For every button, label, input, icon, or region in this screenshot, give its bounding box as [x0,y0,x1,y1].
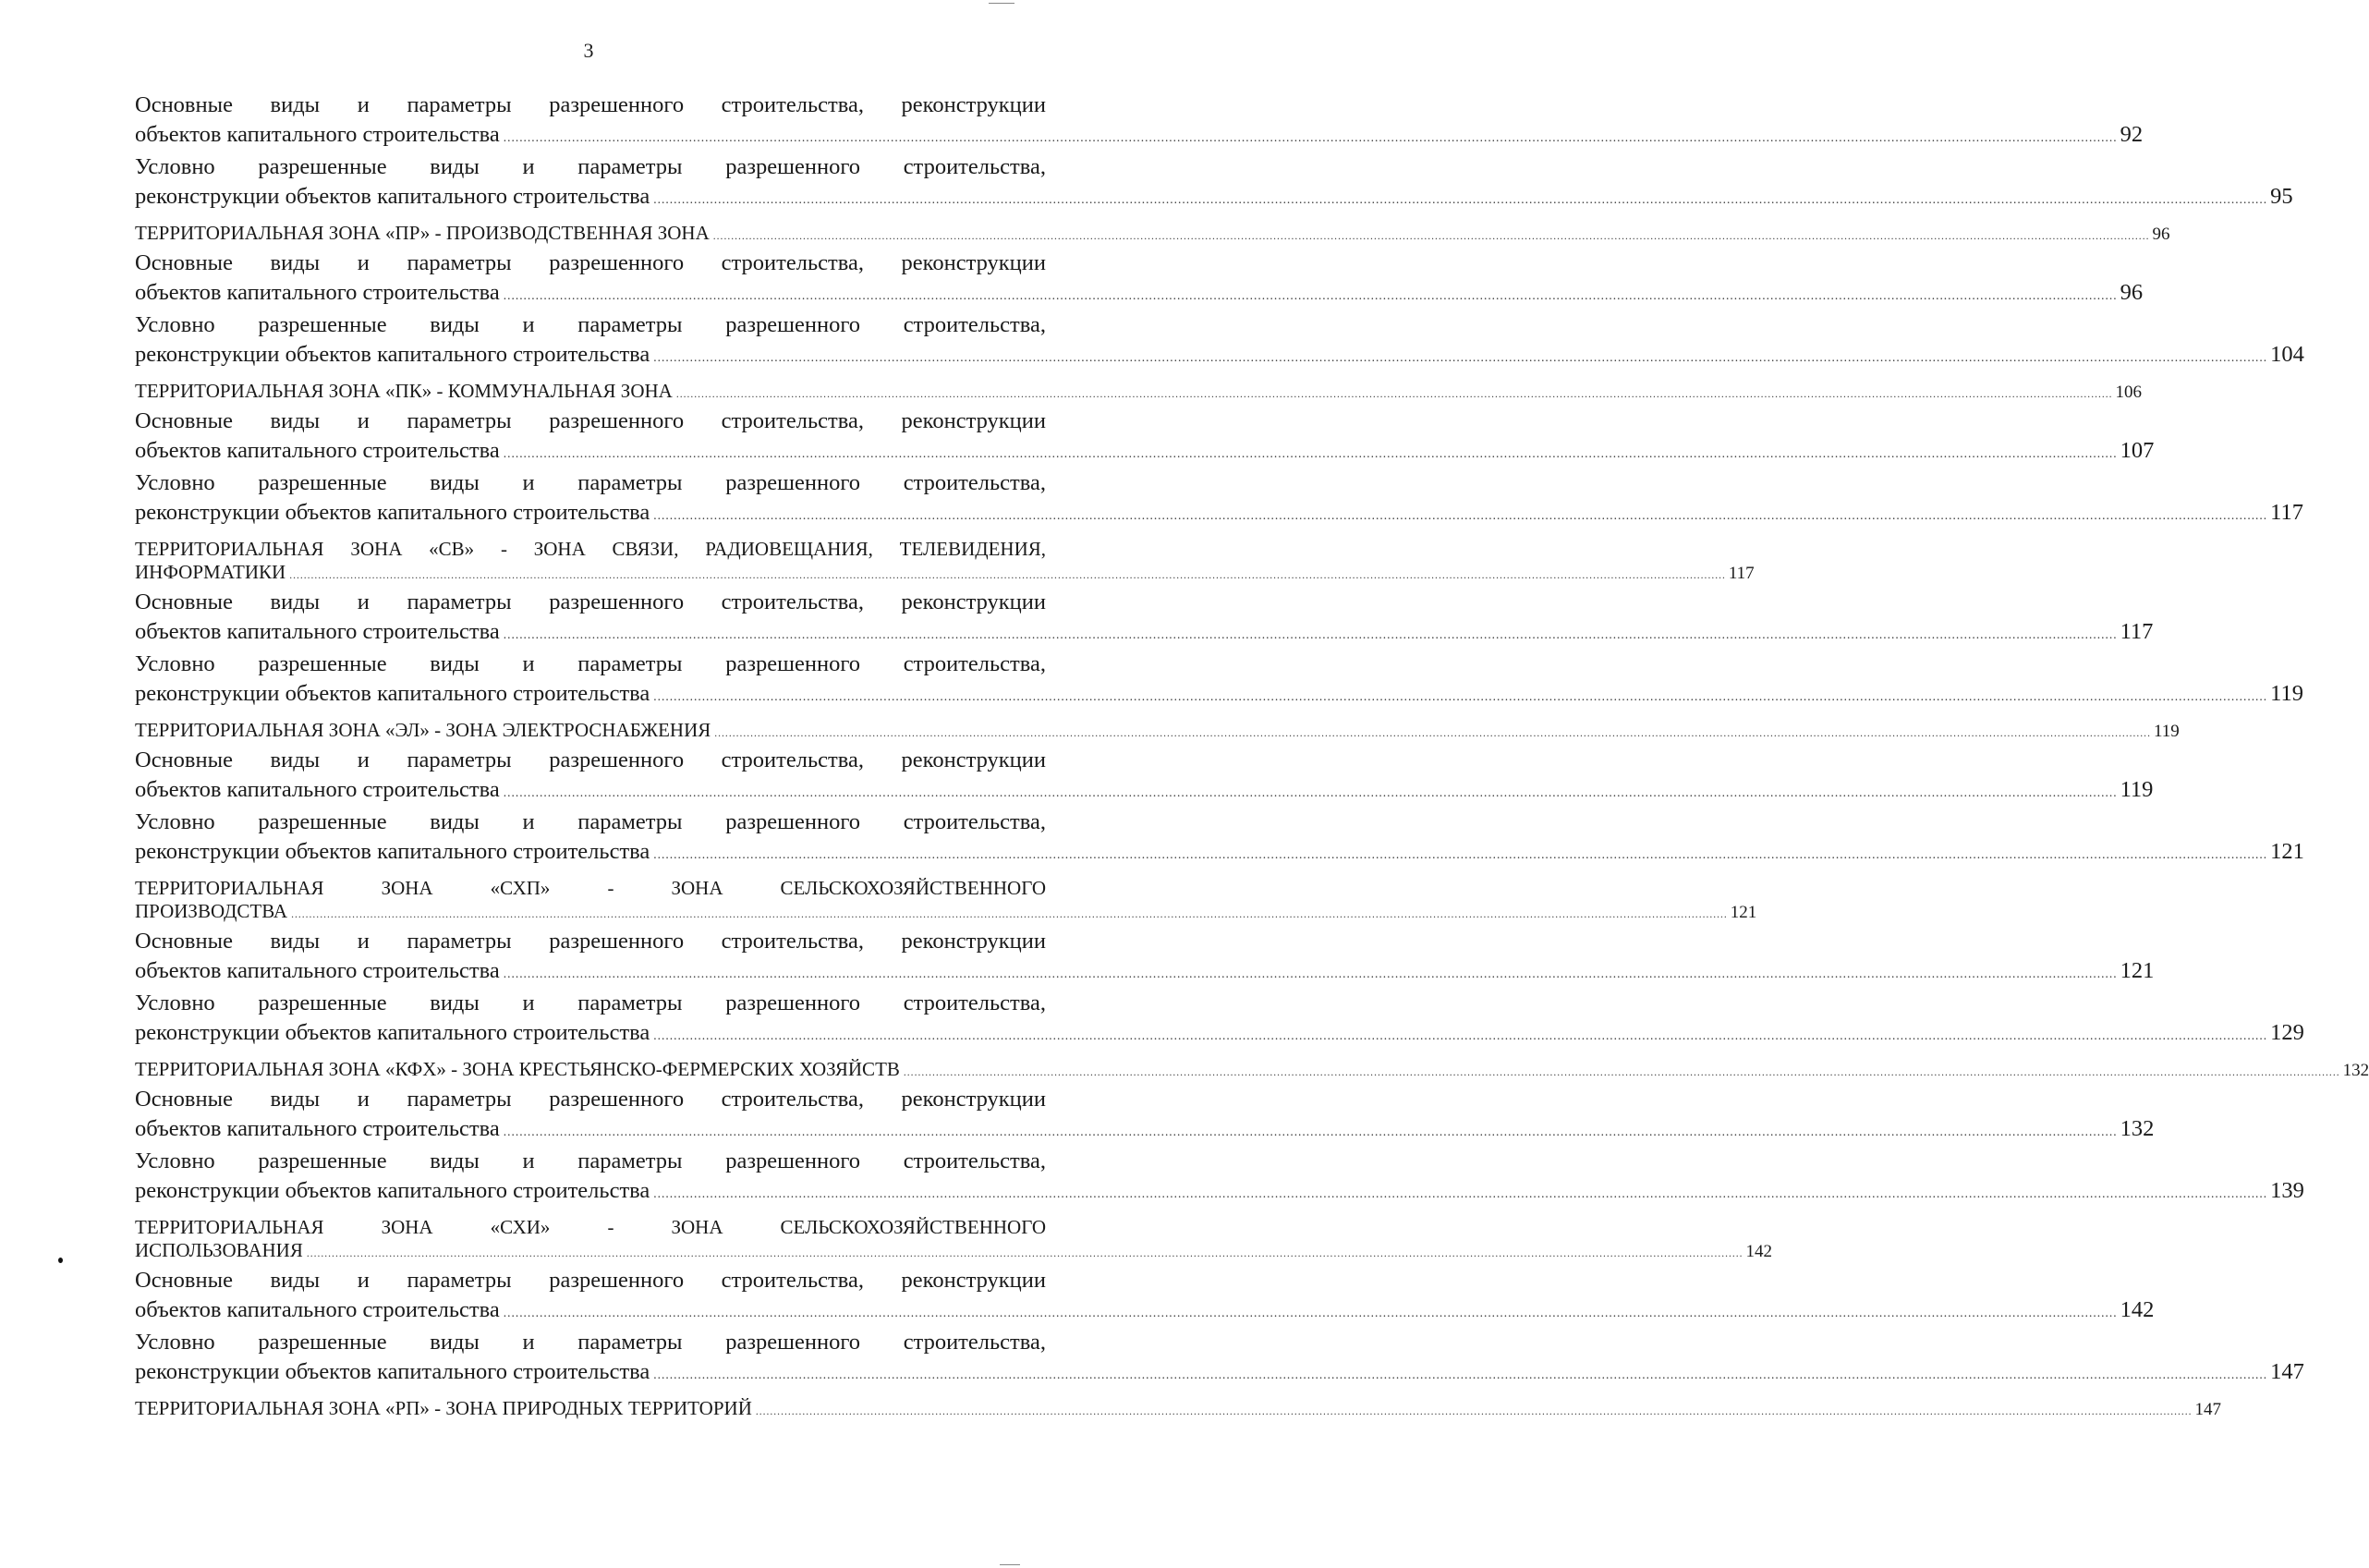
toc-line: реконструкции объектов капитального строительства [135,681,650,706]
toc-line: Основные виды и параметры разрешенного строительства, реконструкции [135,590,1046,614]
toc-line: Основные виды и параметры разрешенного строительства, реконструкции [135,250,1046,275]
toc-entry-basic[interactable] [135,407,2155,468]
dot-leader: ................................................................................................................................................................................................................................................................................................................................................................................................................ [291,909,1728,920]
toc-line: Основные виды и параметры разрешенного строительства, реконструкции [135,408,1046,433]
toc-page-number: 139 [2270,1178,2304,1203]
toc-page-number: 119 [2270,681,2303,706]
toc-page-number: 92 [2120,122,2144,147]
toc-zone-heading[interactable] [135,877,1757,927]
toc-line: Основные виды и параметры разрешенного строительства, реконструкции [135,92,1046,117]
toc-page-number: 117 [1728,564,1755,583]
toc-page-number: 104 [2270,342,2304,367]
toc-line: Условно разрешенные виды и параметры разрешенного строительства, [135,154,1046,179]
toc-page-number: 117 [2270,500,2303,525]
toc-leader-line [135,719,2180,746]
toc-line: Условно разрешенные виды и параметры разрешенного строительства, [135,651,1046,676]
toc-leader-line [135,1114,2155,1147]
toc-zone-heading[interactable] [135,222,2170,249]
toc-line: Условно разрешенные виды и параметры разрешенного строительства, [135,470,1046,495]
toc-line: реконструкции объектов капитального строительства [135,184,650,209]
page-number: 3 [583,39,594,62]
toc-entry-conditional[interactable] [135,650,2303,711]
toc-leader-line [135,956,2155,989]
toc-line: Основные виды и параметры разрешенного строительства, реконструкции [135,929,1046,954]
toc-entry-basic[interactable] [135,1085,2155,1147]
dot-leader: ................................................................................................................................................................................................................................................................................................................................................................................................................ [714,728,2151,739]
toc-zone-heading[interactable] [135,719,2180,746]
toc-line: объектов капитального строительства [135,1297,500,1322]
toc-page-number: 106 [2115,383,2143,402]
toc-zone [135,538,2303,711]
toc-leader-line [135,900,1757,927]
toc-leader-line [135,340,2304,372]
toc-entry-conditional[interactable] [135,152,2293,214]
toc-zone-heading[interactable] [135,380,2143,407]
toc-page-number: 142 [1745,1242,1773,1261]
toc-leader-line [135,1239,1773,1266]
toc-line: объектов капитального строительства [135,1116,500,1141]
toc-page-number: 107 [2120,438,2155,463]
dot-leader: ................................................................................................................................................................................................................................................................................................................................................................................................................ [503,130,2118,144]
toc-line: ТЕРРИТОРИАЛЬНАЯ ЗОНА «СВ» - ЗОНА СВЯЗИ, РАДИОВЕЩАНИЯ, ТЕЛЕВИДЕНИЯ, [135,538,1046,560]
toc-line: ТЕРРИТОРИАЛЬНАЯ ЗОНА «ПК» - КОММУНАЛЬНАЯ ЗОНА [135,380,673,402]
toc-entry-conditional[interactable] [135,1147,2304,1209]
toc-line: объектов капитального строительства [135,619,500,644]
toc-entry-conditional[interactable] [135,1328,2304,1390]
dot-leader: ................................................................................................................................................................................................................................................................................................................................................................................................................ [653,847,2268,861]
toc-leader-line [135,775,2154,808]
toc-page-number: 132 [2120,1116,2155,1141]
toc-leader-line [135,1018,2304,1051]
toc-page-number: 129 [2270,1020,2304,1045]
toc-leader-line [135,436,2155,468]
toc-zone [135,1216,2304,1390]
toc-zone [135,380,2303,530]
dot-leader: ................................................................................................................................................................................................................................................................................................................................................................................................................ [675,389,2113,400]
toc-zone [135,1397,2222,1424]
toc-line: Условно разрешенные виды и параметры разрешенного строительства, [135,312,1046,337]
toc-page-number: 96 [2152,225,2170,244]
bullet-mark [58,1258,63,1263]
toc-entry-conditional[interactable] [135,808,2304,869]
toc-entry-conditional[interactable] [135,989,2304,1051]
toc-page-number: 95 [2270,184,2293,209]
toc-leader-line [135,1295,2155,1328]
toc-line: реконструкции объектов капитального строительства [135,1359,650,1384]
toc-line: объектов капитального строительства [135,777,500,802]
toc-line: объектов капитального строительства [135,438,500,463]
dot-leader: ................................................................................................................................................................................................................................................................................................................................................................................................................ [653,1186,2268,1200]
toc-entry-basic[interactable] [135,249,2144,310]
toc-line: Условно разрешенные виды и параметры разрешенного строительства, [135,991,1046,1015]
toc-page-number: 96 [2120,280,2144,305]
toc-line: Условно разрешенные виды и параметры разрешенного строительства, [135,1149,1046,1173]
toc-leader-line [135,1357,2304,1390]
dot-leader: ................................................................................................................................................................................................................................................................................................................................................................................................................ [503,1306,2118,1319]
toc-entry-conditional[interactable] [135,310,2304,372]
toc-zone [135,222,2304,372]
dot-leader: ................................................................................................................................................................................................................................................................................................................................................................................................................ [503,785,2118,799]
dot-leader: ................................................................................................................................................................................................................................................................................................................................................................................................................ [306,1248,1743,1259]
toc-line: реконструкции объектов капитального строительства [135,1020,650,1045]
toc-entry-basic[interactable] [135,746,2154,808]
dot-leader: ................................................................................................................................................................................................................................................................................................................................................................................................................ [289,570,1726,581]
toc-line: объектов капитального строительства [135,958,500,983]
toc-leader-line [135,679,2303,711]
toc-zone [135,719,2304,869]
toc-leader-line [135,222,2170,249]
toc-line: Основные виды и параметры разрешенного строительства, реконструкции [135,1268,1046,1293]
toc-leader-line [135,617,2154,650]
toc-page-number: 119 [2120,777,2154,802]
toc-entry-basic[interactable] [135,91,2144,152]
scan-mark-top [989,3,1014,4]
dot-leader: ................................................................................................................................................................................................................................................................................................................................................................................................................ [903,1067,2340,1078]
toc-line: реконструкции объектов капитального строительства [135,839,650,864]
dot-leader: ................................................................................................................................................................................................................................................................................................................................................................................................................ [653,689,2268,703]
toc-leader-line [135,120,2144,152]
toc-leader-line [135,182,2293,214]
dot-leader: ................................................................................................................................................................................................................................................................................................................................................................................................................ [503,627,2118,641]
dot-leader: ................................................................................................................................................................................................................................................................................................................................................................................................................ [503,288,2118,302]
toc-line: объектов капитального строительства [135,122,500,147]
toc-page-number: 147 [2270,1359,2304,1384]
toc-line: ПРОИЗВОДСТВА [135,900,288,922]
toc-leader-line [135,1397,2222,1424]
toc-page-number: 132 [2342,1061,2369,1080]
toc-line: объектов капитального строительства [135,280,500,305]
toc-page-number: 121 [2120,958,2155,983]
dot-leader: ................................................................................................................................................................................................................................................................................................................................................................................................................ [503,1124,2118,1138]
toc-leader-line [135,561,1755,588]
toc-zone-heading[interactable] [135,538,1755,588]
toc-line: Условно разрешенные виды и параметры разрешенного строительства, [135,1330,1046,1355]
dot-leader: ................................................................................................................................................................................................................................................................................................................................................................................................................ [755,1406,2193,1417]
toc-line: ТЕРРИТОРИАЛЬНАЯ ЗОНА «СХП» - ЗОНА СЕЛЬСКОХОЗЯЙСТВЕННОГО [135,877,1046,899]
toc-leader-line [135,1176,2304,1209]
dot-leader: ................................................................................................................................................................................................................................................................................................................................................................................................................ [653,1028,2268,1042]
dot-leader: ................................................................................................................................................................................................................................................................................................................................................................................................................ [503,446,2118,460]
toc-leader-line [135,498,2303,530]
dot-leader: ................................................................................................................................................................................................................................................................................................................................................................................................................ [503,966,2118,980]
toc-line: ТЕРРИТОРИАЛЬНАЯ ЗОНА «РП» - ЗОНА ПРИРОДНЫХ ТЕРРИТОРИЙ [135,1397,752,1419]
toc-line: ИСПОЛЬЗОВАНИЯ [135,1239,303,1261]
dot-leader: ................................................................................................................................................................................................................................................................................................................................................................................................................ [653,192,2268,206]
dot-leader: ................................................................................................................................................................................................................................................................................................................................................................................................................ [653,508,2268,522]
scan-mark-bottom [1000,1564,1020,1565]
toc-leader-line [135,837,2304,869]
toc-page-number: 119 [2153,722,2180,741]
dot-leader: ................................................................................................................................................................................................................................................................................................................................................................................................................ [712,231,2150,242]
toc-zone [135,91,2293,214]
toc-page-number: 147 [2194,1400,2222,1419]
toc-line: ТЕРРИТОРИАЛЬНАЯ ЗОНА «ЭЛ» - ЗОНА ЭЛЕКТРОСНАБЖЕНИЯ [135,719,711,741]
toc-leader-line [135,1058,2369,1085]
toc-entry-conditional[interactable] [135,468,2303,530]
toc-entry-basic[interactable] [135,588,2154,650]
toc-line: ТЕРРИТОРИАЛЬНАЯ ЗОНА «СХИ» - ЗОНА СЕЛЬСКОХОЗЯЙСТВЕННОГО [135,1216,1046,1238]
toc-leader-line [135,380,2143,407]
toc-entry-basic[interactable] [135,927,2155,989]
toc-page-number: 142 [2120,1297,2155,1322]
table-of-contents [135,91,2369,1431]
toc-line: Основные виды и параметры разрешенного строительства, реконструкции [135,1087,1046,1112]
toc-line: ТЕРРИТОРИАЛЬНАЯ ЗОНА «ПР» - ПРОИЗВОДСТВЕННАЯ ЗОНА [135,222,710,244]
toc-line: реконструкции объектов капитального строительства [135,500,650,525]
toc-entry-basic[interactable] [135,1266,2155,1328]
toc-page-number: 117 [2120,619,2154,644]
toc-leader-line [135,278,2144,310]
toc-zone-heading[interactable] [135,1397,2222,1424]
dot-leader: ................................................................................................................................................................................................................................................................................................................................................................................................................ [653,1367,2268,1381]
toc-zone-heading[interactable] [135,1216,1773,1266]
toc-line: ТЕРРИТОРИАЛЬНАЯ ЗОНА «КФХ» - ЗОНА КРЕСТЬЯНСКО-ФЕРМЕРСКИХ ХОЗЯЙСТВ [135,1058,900,1080]
toc-line: ИНФОРМАТИКИ [135,561,286,583]
toc-zone [135,877,2304,1051]
toc-page-number: 121 [1730,903,1757,922]
toc-line: реконструкции объектов капитального строительства [135,342,650,367]
toc-line: Условно разрешенные виды и параметры разрешенного строительства, [135,809,1046,834]
dot-leader: ................................................................................................................................................................................................................................................................................................................................................................................................................ [653,350,2268,364]
toc-page-number: 121 [2270,839,2304,864]
toc-zone-heading[interactable] [135,1058,2369,1085]
toc-line: реконструкции объектов капитального строительства [135,1178,650,1203]
toc-zone [135,1058,2369,1209]
toc-line: Основные виды и параметры разрешенного строительства, реконструкции [135,748,1046,772]
